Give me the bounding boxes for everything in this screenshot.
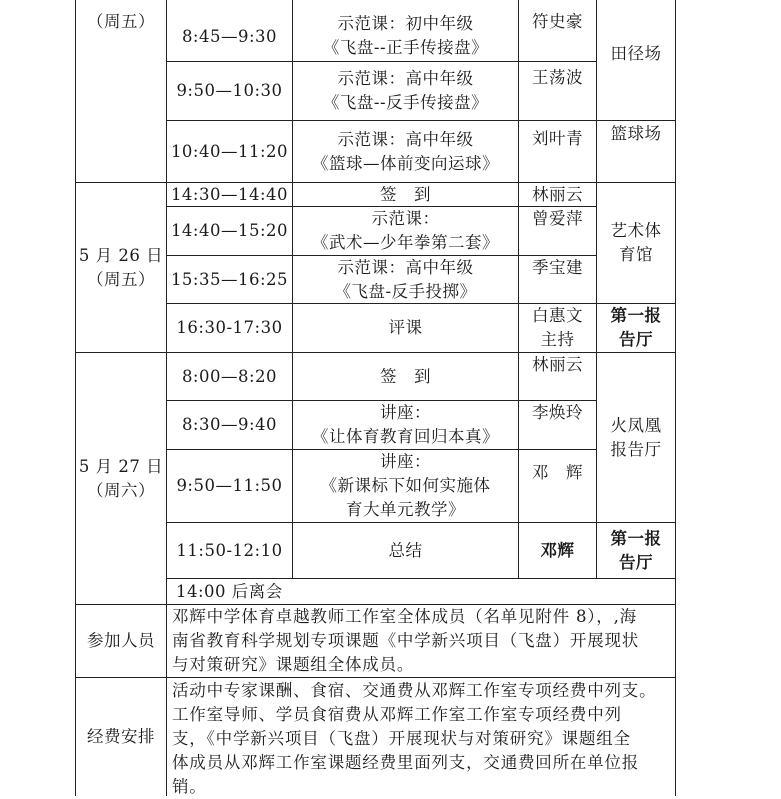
- paragraph-line: 体成员从邓辉工作室课题经费里面列支，交通费回所在单位报: [172, 753, 640, 772]
- paragraph-line: 活动中专家课酬、食宿、交通费从邓辉工作室专项经费中列支。: [172, 681, 657, 700]
- activity-line: 讲座：: [380, 452, 431, 471]
- paragraph-line: 支，《中学新兴项目（飞盘）开展现状与对策研究》课题组全: [172, 729, 631, 748]
- activity-line: 讲座：: [380, 403, 431, 422]
- time-cell: [167, 450, 292, 522]
- venue-text: 田径场: [610, 44, 662, 63]
- time-text: 10:40—11:20: [170, 141, 289, 161]
- paragraph-line: 邓辉中学体育卓越教师工作室全体成员（名单见附件 8），,海: [172, 607, 637, 626]
- venue-cell: [597, 353, 675, 522]
- time-cell: [167, 523, 292, 578]
- activity-line: 《武术—少年拳第二套》: [312, 233, 499, 252]
- person-text: 李焕玲: [532, 403, 583, 422]
- time-text: 9:50—11:50: [176, 476, 283, 495]
- activity-cell: [293, 62, 518, 120]
- activity-cell: [293, 183, 518, 206]
- person-cell: [519, 304, 596, 352]
- day1-weekday: [76, 10, 166, 40]
- person-text: 林丽云: [532, 355, 583, 374]
- paragraph-line: 与对策研究》课题组全体成员。: [172, 655, 415, 674]
- activity-line: 《飞盘-反手投掷》: [334, 281, 477, 301]
- section-label: 经费安排: [87, 727, 155, 746]
- activity-line: 《新课标下如何实施体: [320, 476, 491, 495]
- person-text: 林丽云: [532, 184, 583, 204]
- row-divider: [166, 578, 675, 579]
- activity-line: 示范课：高中年级: [337, 129, 474, 149]
- funding-text: [172, 679, 675, 799]
- time-text: 14:40—15:20: [170, 221, 289, 240]
- time-text: 8:45—9:30: [181, 26, 278, 46]
- time-text: 15:35—16:25: [170, 269, 289, 289]
- paragraph-line: 销。: [172, 777, 207, 796]
- time-cell: [167, 12, 292, 61]
- time-cell: [167, 353, 292, 400]
- time-cell: [167, 207, 292, 255]
- activity-line: 总结: [388, 540, 423, 560]
- time-cell: [167, 401, 292, 449]
- activity-line: 示范课：高中年级: [337, 257, 474, 277]
- activity-cell: [293, 523, 518, 578]
- activity-cell: [293, 401, 518, 449]
- activity-line: 示范课：高中年级: [337, 69, 474, 88]
- venue-text: 告厅: [619, 552, 653, 572]
- time-text: 8:30—9:40: [181, 415, 278, 434]
- venue-text: 报告厅: [610, 439, 662, 459]
- activity-line: 签 到: [380, 184, 431, 204]
- time-cell: [167, 256, 292, 303]
- venue-text: 育馆: [619, 245, 653, 264]
- time-text: 8:00—8:20: [181, 366, 278, 386]
- venue-cell: [597, 523, 675, 578]
- person-text: 曾爱萍: [532, 209, 583, 228]
- person-text: 刘叶青: [532, 129, 583, 148]
- weekday-text: （周六）: [86, 480, 155, 500]
- date-text: 5 月 27 日: [78, 456, 164, 476]
- time-text: 9:50—10:30: [176, 81, 283, 100]
- activity-cell: [293, 207, 518, 255]
- time-cell: [167, 62, 292, 120]
- time-text: 11:50-12:10: [176, 540, 283, 560]
- person-text: 符史豪: [532, 12, 583, 31]
- activity-line: 《飞盘--反手传接盘》: [322, 93, 489, 112]
- venue-text: 第一报: [610, 306, 662, 325]
- activity-line: 评课: [388, 318, 423, 337]
- venue-cell: [597, 10, 675, 98]
- time-cell: [167, 121, 292, 182]
- person-cell: [519, 10, 596, 60]
- paragraph-line: 工作室导师、学员食宿费从邓辉工作室工作室专项经费中列: [172, 705, 622, 724]
- person-text: 主持: [540, 330, 575, 349]
- venue-text: 第一报: [610, 528, 662, 548]
- activity-cell: [293, 353, 518, 400]
- weekday-text: （周五）: [87, 12, 155, 31]
- person-cell: [519, 66, 596, 116]
- activity-cell: [293, 256, 518, 303]
- activity-line: 《飞盘--正手传接盘》: [322, 37, 489, 57]
- person-cell: [519, 207, 596, 247]
- departure-note: [176, 580, 576, 604]
- time-cell: [167, 183, 292, 206]
- activity-line: 示范课：初中年级: [337, 13, 474, 33]
- activity-line: 《篮球—体前变向运球》: [312, 153, 499, 173]
- departure-text: 14:00 后离会: [176, 582, 283, 601]
- table-border-right: [675, 0, 676, 796]
- venue-text: 告厅: [619, 330, 653, 349]
- participants-label: [76, 605, 166, 677]
- time-cell: [167, 304, 292, 352]
- venue-text: 艺术体: [610, 221, 662, 240]
- person-cell: [519, 401, 596, 441]
- activity-line: 示范课：: [371, 209, 440, 228]
- person-text: 季宝建: [532, 258, 583, 277]
- weekday-text: （周五）: [86, 269, 155, 289]
- time-text: 16:30-17:30: [176, 318, 283, 337]
- activity-cell: [293, 304, 518, 352]
- day2-date-cell: [76, 183, 166, 352]
- venue-text: 火凤凰: [610, 415, 662, 435]
- activity-cell: [293, 10, 518, 61]
- venue-cell: [597, 304, 675, 352]
- activity-line: 签 到: [380, 366, 431, 386]
- person-cell: [519, 353, 596, 393]
- activity-cell: [293, 450, 518, 522]
- person-cell: [519, 523, 596, 578]
- paragraph-line: 南省教育科学规划专项课题《中学新兴项目（飞盘）开展现状: [172, 631, 640, 650]
- activity-line: 育大单元教学》: [346, 500, 465, 519]
- person-text: 白惠文: [532, 306, 583, 325]
- date-text: 5 月 26 日: [78, 245, 164, 265]
- funding-label: [76, 678, 166, 796]
- section-label: 参加人员: [87, 631, 155, 650]
- participants-text: [172, 605, 675, 677]
- person-text: 邓辉: [540, 540, 575, 560]
- person-cell: [519, 183, 596, 206]
- day3-date-cell: [76, 353, 166, 604]
- person-cell: [519, 256, 596, 296]
- person-text: 邓 辉: [532, 463, 583, 482]
- venue-text: 篮球场: [610, 124, 662, 143]
- venue-cell: [597, 183, 675, 303]
- time-text: 14:30—14:40: [170, 184, 289, 204]
- activity-line: 《让体育教育回归本真》: [312, 427, 499, 446]
- venue-cell: [597, 122, 675, 162]
- person-text: 王荡波: [532, 68, 583, 87]
- person-cell: [519, 127, 596, 177]
- person-cell: [519, 461, 596, 501]
- activity-cell: [293, 121, 518, 182]
